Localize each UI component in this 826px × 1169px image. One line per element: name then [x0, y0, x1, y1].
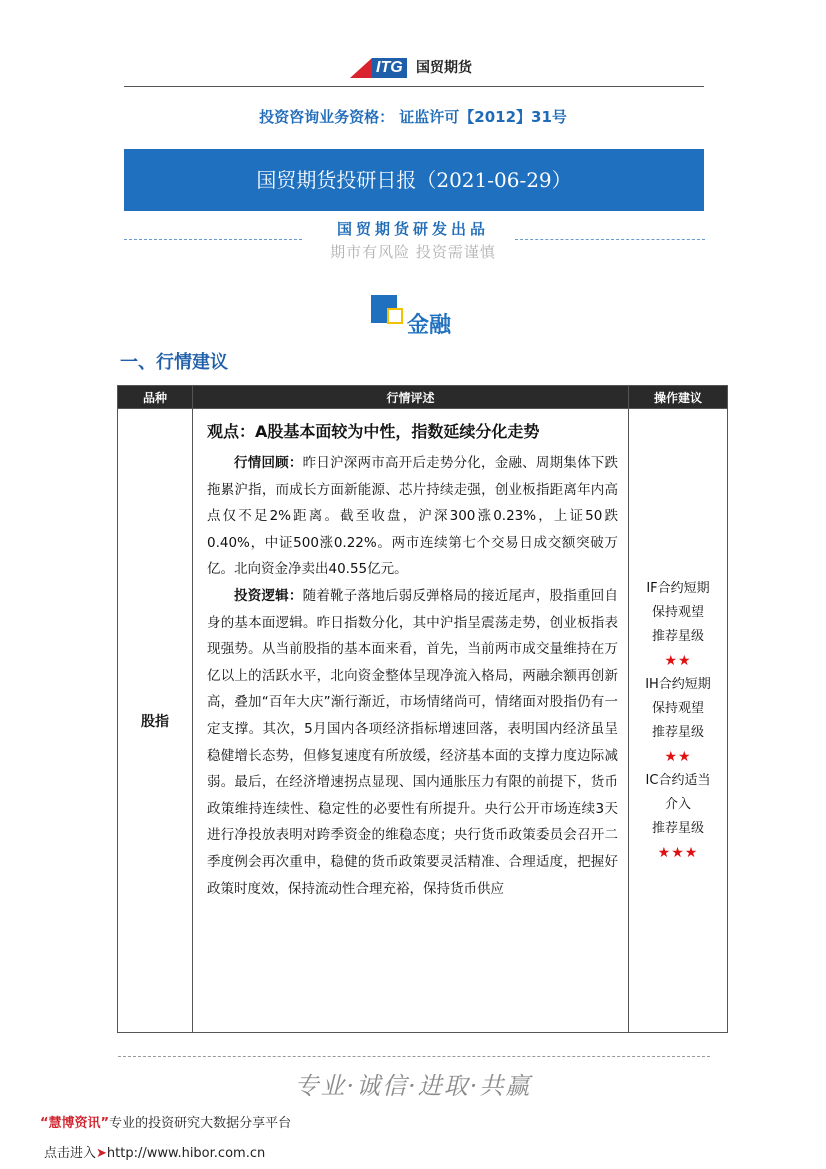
star-rating-icon: ★★★ — [657, 844, 699, 861]
review-label: 行情回顾： — [234, 455, 303, 471]
review-paragraph — [207, 450, 618, 583]
qualification-line: 投资咨询业务资格： 证监许可【2012】31号 — [259, 108, 567, 126]
header-action: 操作建议 — [629, 386, 728, 409]
action-advice: 保持观望 — [651, 604, 704, 620]
table-row — [118, 409, 728, 1033]
click-prefix: 点击进入 — [44, 1146, 97, 1161]
action-if — [629, 577, 727, 673]
rating-label: 推荐星级 — [651, 820, 704, 836]
brand-name: “慧博资讯” — [40, 1116, 110, 1131]
header-comment: 行情评述 — [193, 386, 629, 409]
rating-label: 推荐星级 — [651, 724, 704, 740]
logo-cn-text: 国贸期货 — [416, 60, 472, 76]
report-title-banner: 国贸期货投研日报（2021-06-29） — [124, 149, 704, 211]
review-text: 昨日沪深两市高开后走势分化，金融、周期集体下跌拖累沪指，而成长方面新能源、芯片持续走强，创业板指距离年内高点仅不足2%距离。截至收盘，沪深300涨0.23%，上证50跌0.40%，中证500涨0.22%。两市连续第七个交易日成交额突破万亿。北向资金净卖出40.55亿元。 — [207, 455, 619, 578]
section-square-icon — [371, 295, 407, 331]
dashed-divider-left — [124, 239, 302, 240]
action-advice: 保持观望 — [651, 700, 704, 716]
website-link[interactable]: http://www.hibor.com.cn — [106, 1146, 266, 1161]
click-line — [44, 1142, 265, 1161]
logo-red-wedge — [350, 58, 372, 78]
action-ic — [629, 769, 727, 865]
section-title: 金融 — [407, 313, 452, 338]
heading-market-advice: 一、行情建议 — [120, 352, 228, 373]
viewpoint-heading: 观点：A股基本面较为中性，指数延续分化走势 — [207, 422, 540, 441]
logic-label: 投资逻辑： — [234, 587, 303, 604]
logic-text: 随着靴子落地后弱反弹格局的接近尾声，股指重回自身的基本面逻辑。昨日指数分化，其中沪指呈震荡走势，创业板指表现强势。从当前股指的基本面来看，首先，当前两市成交量维持在万亿以上的活跃水平，北向资金整体呈现净流入格局，两融余额再创新高，叠加“百年大庆”渐行渐近，市场情绪尚可，情绪面对股指仍有一定支撑。其次，5月国内各项经济指标增速回落，表明国内经济虽呈稳健增长态势，但修复速度有所放缓，经济基本面的支撑力度边际减弱。最后，在经济增速拐点显现、国内通胀压力有限的前提下，货币政策维持连续性、稳定性的必要性有所提升。央行公开市场连续3天进行净投放表明对跨季资金的维稳态度；央行货币政策委员会召开二季度例会再次重申，稳健的货币政策要灵活精准、合理适度，把握好政策时度效，保持流动性合理充裕，保持货币供应 — [207, 587, 619, 897]
header-divider — [124, 86, 704, 87]
action-contract: IC合约适当 — [645, 772, 711, 788]
logo-itg-text: ITG — [372, 58, 407, 78]
action-contract: IF合约短期 — [646, 580, 710, 596]
comment-cell — [193, 409, 629, 1033]
footer-slogan: 专业·诚信·进取·共赢 — [294, 1072, 532, 1100]
recommendation-table — [117, 385, 728, 1033]
header-variety: 品种 — [118, 386, 193, 409]
logic-paragraph — [207, 583, 618, 902]
risk-notice: 期市有风险 投资需谨慎 — [330, 243, 496, 261]
dashed-divider-right — [515, 239, 705, 240]
action-cell — [629, 409, 728, 1033]
table-header-row — [118, 386, 728, 409]
action-advice: 介入 — [664, 796, 691, 812]
footer-dashed-divider — [118, 1056, 710, 1057]
action-contract: IH合约短期 — [645, 676, 711, 692]
arrow-right-icon: ➤ — [96, 1146, 107, 1161]
brand-description: 专业的投资研究大数据分享平台 — [109, 1116, 292, 1131]
company-logo — [350, 56, 510, 82]
action-ih — [629, 673, 727, 769]
rating-label: 推荐星级 — [651, 628, 704, 644]
produced-by: 国贸期货研发出品 — [336, 220, 489, 238]
variety-cell: 股指 — [118, 409, 193, 1033]
brand-line — [40, 1112, 291, 1131]
star-rating-icon: ★★ — [664, 652, 692, 669]
star-rating-icon: ★★ — [664, 748, 692, 765]
